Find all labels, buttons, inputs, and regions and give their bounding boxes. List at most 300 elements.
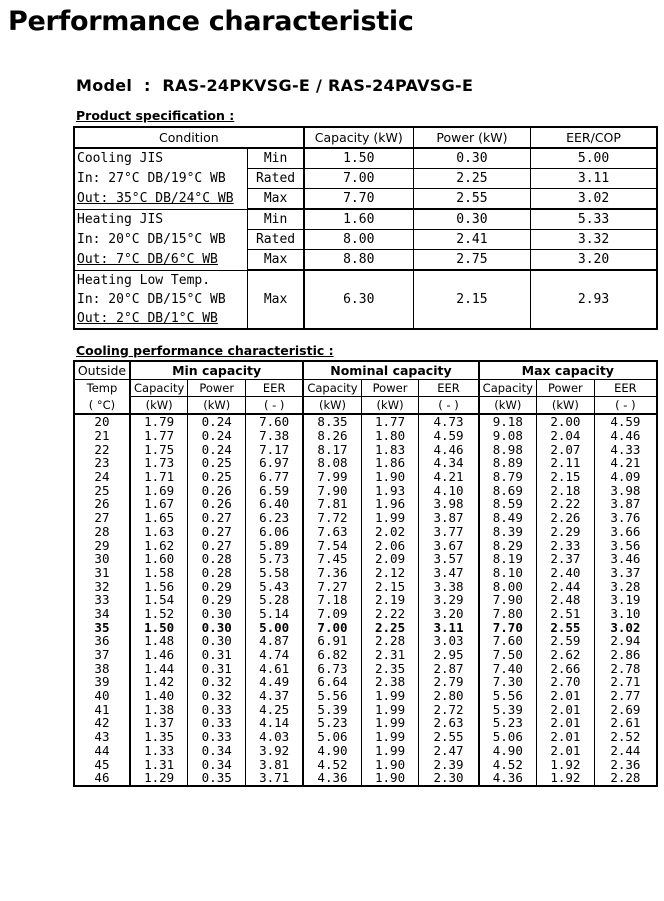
perf-row — [74, 730, 657, 744]
perf-row — [74, 593, 657, 607]
spec-power: 2.15 — [413, 270, 530, 329]
perf-value-cell: 0.30 — [188, 620, 246, 634]
perf-value-cell: 8.08 — [303, 456, 361, 470]
perf-value-cell: 2.22 — [361, 607, 419, 621]
perf-value-cell: 1.58 — [130, 566, 188, 580]
perf-value-cell: 7.27 — [303, 579, 361, 593]
perf-value-cell: 7.50 — [479, 648, 537, 662]
perf-value-cell: 6.59 — [246, 483, 304, 497]
perf-row — [74, 525, 657, 539]
perf-value-cell: 7.36 — [303, 566, 361, 580]
perf-value-cell: 8.39 — [479, 525, 537, 539]
spec-row — [74, 169, 657, 189]
perf-value-cell: 3.19 — [594, 593, 657, 607]
perf-value-cell: 3.66 — [594, 525, 657, 539]
perf-unit: (kW) — [479, 397, 537, 415]
perf-value-cell: 1.40 — [130, 689, 188, 703]
perf-row — [74, 566, 657, 580]
perf-value-cell: 5.23 — [303, 716, 361, 730]
perf-value-cell: 8.00 — [479, 579, 537, 593]
perf-value-cell: 1.90 — [361, 757, 419, 771]
perf-value-cell: 2.33 — [537, 538, 595, 552]
perf-value-cell: 1.48 — [130, 634, 188, 648]
perf-value-cell: 2.37 — [537, 552, 595, 566]
perf-value-cell: 3.92 — [246, 744, 304, 758]
perf-value-cell: 8.35 — [303, 414, 361, 429]
perf-temp-cell: 37 — [74, 648, 130, 662]
perf-value-cell: 5.56 — [479, 689, 537, 703]
perf-value-cell: 2.47 — [419, 744, 479, 758]
perf-value-cell: 2.78 — [594, 661, 657, 675]
perf-unit-temp: ( °C) — [74, 397, 130, 415]
spec-capacity: 8.00 — [304, 230, 414, 250]
perf-row — [74, 744, 657, 758]
perf-temp-cell: 28 — [74, 525, 130, 539]
perf-value-cell: 3.98 — [594, 483, 657, 497]
perf-value-cell: 0.31 — [188, 648, 246, 662]
perf-value-cell: 3.37 — [594, 566, 657, 580]
perf-value-cell: 1.73 — [130, 456, 188, 470]
perf-header-temp: Temp — [74, 380, 130, 397]
perf-temp-cell: 44 — [74, 744, 130, 758]
spec-capacity: 6.30 — [304, 270, 414, 329]
perf-value-cell: 1.37 — [130, 716, 188, 730]
perf-value-cell: 2.55 — [419, 730, 479, 744]
perf-value-cell: 0.31 — [188, 661, 246, 675]
perf-value-cell: 1.75 — [130, 442, 188, 456]
perf-value-cell: 1.38 — [130, 702, 188, 716]
perf-value-cell: 0.30 — [188, 634, 246, 648]
perf-header-outside: Outside — [74, 361, 130, 380]
spec-capacity: 7.70 — [304, 189, 414, 210]
perf-value-cell: 2.11 — [537, 456, 595, 470]
perf-value-cell: 3.47 — [419, 566, 479, 580]
perf-value-cell: 8.26 — [303, 429, 361, 443]
perf-row — [74, 702, 657, 716]
spec-condition-line: Cooling JIS — [74, 148, 248, 169]
perf-temp-cell: 45 — [74, 757, 130, 771]
spec-level: Max — [248, 250, 304, 271]
perf-value-cell: 1.31 — [130, 757, 188, 771]
perf-value-cell: 1.46 — [130, 648, 188, 662]
perf-value-cell: 2.01 — [537, 730, 595, 744]
perf-value-cell: 4.33 — [594, 442, 657, 456]
perf-value-cell: 1.33 — [130, 744, 188, 758]
perf-value-cell: 5.06 — [479, 730, 537, 744]
perf-value-cell: 4.03 — [246, 730, 304, 744]
perf-value-cell: 7.63 — [303, 525, 361, 539]
perf-value-cell: 0.29 — [188, 593, 246, 607]
spec-header-capacity: Capacity (kW) — [304, 127, 414, 148]
perf-value-cell: 6.91 — [303, 634, 361, 648]
perf-row — [74, 757, 657, 771]
perf-value-cell: 3.28 — [594, 579, 657, 593]
perf-value-cell: 4.52 — [479, 757, 537, 771]
perf-row — [74, 442, 657, 456]
perf-row — [74, 689, 657, 703]
perf-value-cell: 4.10 — [419, 483, 479, 497]
perf-value-cell: 6.77 — [246, 470, 304, 484]
perf-value-cell: 8.10 — [479, 566, 537, 580]
perf-value-cell: 1.35 — [130, 730, 188, 744]
perf-value-cell: 2.07 — [537, 442, 595, 456]
perf-sub-eer: EER — [594, 380, 657, 397]
spec-capacity: 7.00 — [304, 169, 414, 189]
perf-value-cell: 2.39 — [419, 757, 479, 771]
perf-value-cell: 2.12 — [361, 566, 419, 580]
spec-eer: 3.02 — [531, 189, 657, 210]
perf-value-cell: 0.29 — [188, 579, 246, 593]
perf-value-cell: 2.72 — [419, 702, 479, 716]
perf-value-cell: 2.61 — [594, 716, 657, 730]
perf-sub-eer: EER — [419, 380, 479, 397]
perf-value-cell: 9.18 — [479, 414, 537, 429]
spec-row — [74, 270, 657, 290]
perf-value-cell: 2.40 — [537, 566, 595, 580]
perf-value-cell: 1.54 — [130, 593, 188, 607]
perf-row — [74, 607, 657, 621]
perf-row — [74, 579, 657, 593]
spec-header-row — [74, 127, 657, 148]
perf-value-cell: 1.77 — [130, 429, 188, 443]
perf-row — [74, 661, 657, 675]
spec-level: Min — [248, 148, 304, 169]
spec-condition-line: Out: 2°C DB/1°C WB — [74, 309, 248, 329]
perf-value-cell: 5.43 — [246, 579, 304, 593]
perf-value-cell: 1.83 — [361, 442, 419, 456]
perf-sub-capacity: Capacity — [303, 380, 361, 397]
perf-value-cell: 2.04 — [537, 429, 595, 443]
perf-value-cell: 2.09 — [361, 552, 419, 566]
perf-value-cell: 2.18 — [537, 483, 595, 497]
spec-eer: 5.33 — [531, 209, 657, 230]
perf-value-cell: 1.77 — [361, 414, 419, 429]
perf-temp-cell: 43 — [74, 730, 130, 744]
spec-condition-line: In: 20°C DB/15°C WB — [74, 230, 248, 250]
perf-value-cell: 3.38 — [419, 579, 479, 593]
perf-value-cell: 5.56 — [303, 689, 361, 703]
perf-value-cell: 2.62 — [537, 648, 595, 662]
perf-value-cell: 5.00 — [246, 620, 304, 634]
perf-temp-cell: 23 — [74, 456, 130, 470]
spec-power: 0.30 — [413, 148, 530, 169]
perf-value-cell: 2.87 — [419, 661, 479, 675]
perf-value-cell: 0.30 — [188, 607, 246, 621]
perf-value-cell: 1.99 — [361, 744, 419, 758]
spec-level: Rated — [248, 169, 304, 189]
perf-value-cell: 2.01 — [537, 716, 595, 730]
perf-value-cell: 6.82 — [303, 648, 361, 662]
perf-value-cell: 1.52 — [130, 607, 188, 621]
perf-value-cell: 2.15 — [361, 579, 419, 593]
spec-level: Max — [248, 270, 304, 329]
perf-header-nominal-capacity: Nominal capacity — [303, 361, 478, 380]
perf-value-cell: 7.60 — [479, 634, 537, 648]
perf-temp-cell: 39 — [74, 675, 130, 689]
perf-sub-eer: EER — [246, 380, 304, 397]
perf-unit: ( - ) — [594, 397, 657, 415]
perf-value-cell: 0.24 — [188, 442, 246, 456]
spec-condition-line: Out: 7°C DB/6°C WB — [74, 250, 248, 271]
perf-value-cell: 4.21 — [419, 470, 479, 484]
perf-value-cell: 2.31 — [361, 648, 419, 662]
perf-value-cell: 3.87 — [419, 511, 479, 525]
perf-value-cell: 3.20 — [419, 607, 479, 621]
perf-value-cell: 2.01 — [537, 744, 595, 758]
perf-value-cell: 2.86 — [594, 648, 657, 662]
perf-value-cell: 4.36 — [303, 771, 361, 786]
perf-value-cell: 3.98 — [419, 497, 479, 511]
perf-value-cell: 7.90 — [303, 483, 361, 497]
perf-temp-cell: 30 — [74, 552, 130, 566]
perf-sub-power: Power — [537, 380, 595, 397]
perf-value-cell: 1.69 — [130, 483, 188, 497]
perf-header-max-capacity: Max capacity — [479, 361, 657, 380]
perf-value-cell: 2.44 — [537, 579, 595, 593]
perf-value-cell: 6.64 — [303, 675, 361, 689]
perf-header-units — [74, 397, 657, 415]
perf-value-cell: 7.72 — [303, 511, 361, 525]
perf-temp-cell: 36 — [74, 634, 130, 648]
perf-value-cell: 2.52 — [594, 730, 657, 744]
perf-value-cell: 7.99 — [303, 470, 361, 484]
perf-value-cell: 8.79 — [479, 470, 537, 484]
perf-row — [74, 552, 657, 566]
perf-value-cell: 2.38 — [361, 675, 419, 689]
perf-temp-cell: 22 — [74, 442, 130, 456]
perf-value-cell: 0.26 — [188, 483, 246, 497]
perf-temp-cell: 38 — [74, 661, 130, 675]
perf-value-cell: 7.38 — [246, 429, 304, 443]
page-title: Performance characteristic — [8, 6, 414, 37]
perf-value-cell: 3.77 — [419, 525, 479, 539]
perf-value-cell: 6.73 — [303, 661, 361, 675]
perf-value-cell: 0.33 — [188, 702, 246, 716]
perf-value-cell: 8.69 — [479, 483, 537, 497]
perf-temp-cell: 46 — [74, 771, 130, 786]
perf-value-cell: 5.06 — [303, 730, 361, 744]
perf-value-cell: 7.70 — [479, 620, 537, 634]
perf-value-cell: 7.40 — [479, 661, 537, 675]
perf-temp-cell: 31 — [74, 566, 130, 580]
spec-level: Max — [248, 189, 304, 210]
perf-value-cell: 4.61 — [246, 661, 304, 675]
perf-value-cell: 2.79 — [419, 675, 479, 689]
perf-row — [74, 716, 657, 730]
perf-value-cell: 2.19 — [361, 593, 419, 607]
perf-value-cell: 2.35 — [361, 661, 419, 675]
spec-row — [74, 250, 657, 271]
perf-value-cell: 3.71 — [246, 771, 304, 786]
perf-value-cell: 0.28 — [188, 566, 246, 580]
perf-value-cell: 2.36 — [594, 757, 657, 771]
perf-row — [74, 483, 657, 497]
perf-value-cell: 2.15 — [537, 470, 595, 484]
perf-value-cell: 1.99 — [361, 730, 419, 744]
perf-value-cell: 3.03 — [419, 634, 479, 648]
spec-eer: 3.11 — [531, 169, 657, 189]
perf-temp-cell: 33 — [74, 593, 130, 607]
perf-value-cell: 4.59 — [594, 414, 657, 429]
perf-value-cell: 2.94 — [594, 634, 657, 648]
perf-value-cell: 8.89 — [479, 456, 537, 470]
perf-unit: (kW) — [188, 397, 246, 415]
perf-value-cell: 7.45 — [303, 552, 361, 566]
perf-value-cell: 3.87 — [594, 497, 657, 511]
perf-value-cell: 0.25 — [188, 456, 246, 470]
perf-value-cell: 0.24 — [188, 429, 246, 443]
perf-temp-cell: 20 — [74, 414, 130, 429]
model-line: Model : RAS-24PKVSG-E / RAS-24PAVSG-E — [76, 76, 474, 95]
spec-row — [74, 148, 657, 169]
perf-row — [74, 414, 657, 429]
perf-row — [74, 456, 657, 470]
perf-value-cell: 2.22 — [537, 497, 595, 511]
perf-value-cell: 2.28 — [594, 771, 657, 786]
perf-row — [74, 470, 657, 484]
perf-unit: (kW) — [130, 397, 188, 415]
perf-value-cell: 1.90 — [361, 771, 419, 786]
spec-header-eer: EER/COP — [531, 127, 657, 148]
perf-value-cell: 7.81 — [303, 497, 361, 511]
spec-eer: 3.20 — [531, 250, 657, 271]
perf-sub-capacity: Capacity — [479, 380, 537, 397]
perf-value-cell: 4.34 — [419, 456, 479, 470]
perf-value-cell: 2.29 — [537, 525, 595, 539]
perf-value-cell: 8.98 — [479, 442, 537, 456]
perf-value-cell: 4.46 — [594, 429, 657, 443]
spec-power: 2.55 — [413, 189, 530, 210]
perf-value-cell: 1.63 — [130, 525, 188, 539]
perf-temp-cell: 35 — [74, 620, 130, 634]
perf-value-cell: 2.25 — [361, 620, 419, 634]
spec-capacity: 1.50 — [304, 148, 414, 169]
perf-header-subheaders — [74, 380, 657, 397]
perf-value-cell: 4.25 — [246, 702, 304, 716]
perf-value-cell: 7.80 — [479, 607, 537, 621]
perf-value-cell: 4.21 — [594, 456, 657, 470]
perf-value-cell: 2.71 — [594, 675, 657, 689]
perf-temp-cell: 29 — [74, 538, 130, 552]
perf-value-cell: 4.46 — [419, 442, 479, 456]
spec-power: 0.30 — [413, 209, 530, 230]
product-spec-heading: Product specification : — [76, 108, 235, 123]
perf-temp-cell: 24 — [74, 470, 130, 484]
perf-value-cell: 5.39 — [479, 702, 537, 716]
perf-value-cell: 2.00 — [537, 414, 595, 429]
perf-value-cell: 7.18 — [303, 593, 361, 607]
perf-value-cell: 1.92 — [537, 771, 595, 786]
perf-value-cell: 1.93 — [361, 483, 419, 497]
perf-temp-cell: 32 — [74, 579, 130, 593]
perf-value-cell: 4.37 — [246, 689, 304, 703]
perf-value-cell: 1.99 — [361, 716, 419, 730]
perf-value-cell: 2.55 — [537, 620, 595, 634]
perf-unit: (kW) — [537, 397, 595, 415]
perf-value-cell: 4.73 — [419, 414, 479, 429]
perf-value-cell: 3.46 — [594, 552, 657, 566]
perf-value-cell: 5.89 — [246, 538, 304, 552]
perf-temp-cell: 41 — [74, 702, 130, 716]
perf-value-cell: 1.29 — [130, 771, 188, 786]
perf-value-cell: 0.28 — [188, 552, 246, 566]
perf-value-cell: 7.30 — [479, 675, 537, 689]
perf-row — [74, 511, 657, 525]
perf-row — [74, 634, 657, 648]
perf-value-cell: 1.79 — [130, 414, 188, 429]
perf-value-cell: 8.49 — [479, 511, 537, 525]
perf-value-cell: 0.27 — [188, 525, 246, 539]
perf-value-cell: 2.48 — [537, 593, 595, 607]
perf-value-cell: 4.36 — [479, 771, 537, 786]
perf-sub-power: Power — [188, 380, 246, 397]
perf-value-cell: 9.08 — [479, 429, 537, 443]
spec-power: 2.25 — [413, 169, 530, 189]
perf-value-cell: 0.33 — [188, 730, 246, 744]
spec-row — [74, 189, 657, 210]
perf-value-cell: 1.96 — [361, 497, 419, 511]
perf-value-cell: 0.33 — [188, 716, 246, 730]
perf-value-cell: 7.00 — [303, 620, 361, 634]
perf-value-cell: 0.35 — [188, 771, 246, 786]
perf-value-cell: 0.25 — [188, 470, 246, 484]
perf-value-cell: 1.80 — [361, 429, 419, 443]
perf-header-min-capacity: Min capacity — [130, 361, 303, 380]
perf-value-cell: 0.32 — [188, 689, 246, 703]
perf-value-cell: 2.95 — [419, 648, 479, 662]
cooling-perf-heading: Cooling performance characteristic : — [76, 343, 334, 358]
perf-value-cell: 7.60 — [246, 414, 304, 429]
perf-temp-cell: 34 — [74, 607, 130, 621]
perf-value-cell: 4.14 — [246, 716, 304, 730]
spec-header-condition: Condition — [74, 127, 304, 148]
perf-value-cell: 3.29 — [419, 593, 479, 607]
perf-value-cell: 2.28 — [361, 634, 419, 648]
perf-temp-cell: 26 — [74, 497, 130, 511]
spec-row — [74, 230, 657, 250]
perf-value-cell: 2.63 — [419, 716, 479, 730]
perf-value-cell: 3.02 — [594, 620, 657, 634]
perf-value-cell: 0.34 — [188, 744, 246, 758]
perf-value-cell: 5.14 — [246, 607, 304, 621]
perf-row — [74, 620, 657, 634]
spec-header-power: Power (kW) — [413, 127, 530, 148]
perf-value-cell: 1.50 — [130, 620, 188, 634]
perf-unit: ( - ) — [246, 397, 304, 415]
perf-value-cell: 2.69 — [594, 702, 657, 716]
perf-value-cell: 8.29 — [479, 538, 537, 552]
perf-value-cell: 0.27 — [188, 511, 246, 525]
spec-row — [74, 209, 657, 230]
perf-value-cell: 6.06 — [246, 525, 304, 539]
product-spec-table — [73, 126, 658, 330]
perf-row — [74, 497, 657, 511]
perf-value-cell: 2.59 — [537, 634, 595, 648]
perf-value-cell: 4.52 — [303, 757, 361, 771]
cooling-performance-table — [73, 360, 658, 787]
perf-value-cell: 0.24 — [188, 414, 246, 429]
perf-unit: ( - ) — [419, 397, 479, 415]
perf-value-cell: 7.09 — [303, 607, 361, 621]
perf-value-cell: 4.90 — [479, 744, 537, 758]
perf-value-cell: 2.66 — [537, 661, 595, 675]
spec-condition-line: Out: 35°C DB/24°C WB — [74, 189, 248, 210]
perf-value-cell: 3.11 — [419, 620, 479, 634]
perf-value-cell: 2.70 — [537, 675, 595, 689]
perf-value-cell: 3.10 — [594, 607, 657, 621]
perf-value-cell: 1.44 — [130, 661, 188, 675]
perf-value-cell: 3.67 — [419, 538, 479, 552]
